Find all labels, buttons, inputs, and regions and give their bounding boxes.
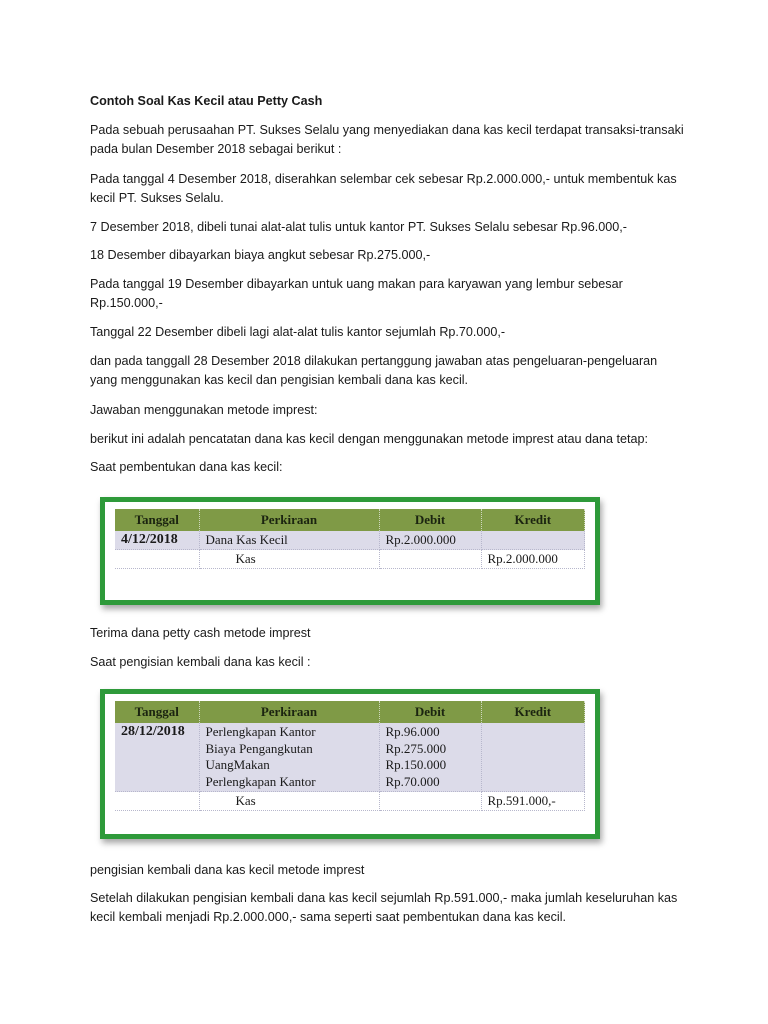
refill-label: Saat pengisian kembali dana kas kecil :: [90, 655, 311, 669]
answer-heading: Jawaban menggunakan metode imprest:: [90, 403, 318, 417]
credit-amount-empty: [481, 531, 585, 550]
debit-account: Dana Kas Kecil: [199, 531, 379, 550]
entry-date-empty: [115, 792, 199, 811]
formation-journal-table-frame: [100, 497, 600, 605]
debit-account: Biaya Pengangkutan: [205, 740, 313, 756]
closing-line-1: Setelah dilakukan pengisian kembali dana kas kecil sejumlah Rp.591.000,- maka jumlah keseluruhan kas: [90, 891, 678, 905]
debit-amount-empty: [379, 792, 481, 811]
caption-formation: Terima dana petty cash metode imprest: [90, 626, 311, 640]
debit-amount: Rp.70.000: [385, 773, 440, 789]
answer-intro: berikut ini adalah pencatatan dana kas kecil dengan menggunakan metode imprest atau dana tetap:: [90, 432, 649, 446]
debit-account: Perlengkapan Kantor: [205, 724, 316, 739]
debit-account: Perlengkapan Kantor: [205, 773, 316, 789]
table-row: [115, 723, 585, 792]
transaction-5-paragraph: Tanggal 22 Desember dibeli lagi alat-alat tulis kantor sejumlah Rp.70.000,-: [90, 325, 506, 339]
credit-account-cell: [199, 550, 379, 569]
entry-date: 4/12/2018: [115, 531, 199, 550]
credit-account-cell: [199, 792, 379, 811]
entry-date-empty: [115, 550, 199, 569]
closing-line-2: kecil kembali menjadi Rp.2.000.000,- sama seperti saat pembentukan dana kas kecil.: [90, 910, 567, 924]
debit-amount: Rp.96.000: [385, 724, 440, 739]
intro-paragraph: [90, 121, 690, 159]
credit-amount: Rp.2.000.000: [481, 550, 585, 569]
transaction-4-line-1: Pada tanggal 19 Desember dibayarkan untuk uang makan para karyawan yang lembur sebesar: [90, 277, 623, 291]
transaction-1-paragraph: [90, 170, 690, 208]
debit-amount-empty: [379, 550, 481, 569]
credit-amount-empty: [481, 723, 585, 792]
table-header-row: [115, 701, 585, 723]
table-row: [115, 531, 585, 550]
credit-account: Kas: [235, 551, 256, 566]
header-account: Perkiraan: [199, 509, 379, 531]
transaction-6-paragraph: [90, 352, 690, 390]
refill-journal-table: [115, 701, 585, 811]
transaction-4-line-2: Rp.150.000,-: [90, 296, 163, 310]
formation-journal-table: [115, 509, 585, 569]
debit-amount: Rp.275.000: [385, 740, 447, 756]
header-credit: Kredit: [481, 701, 585, 723]
caption-refill: pengisian kembali dana kas kecil metode imprest: [90, 863, 365, 877]
intro-line-1: Pada sebuah perusaahan PT. Sukses Selalu yang menyediakan dana kas kecil terdapat transaksi-transaki: [90, 123, 684, 137]
formation-label: Saat pembentukan dana kas kecil:: [90, 460, 283, 474]
debit-amount: Rp.2.000.000: [379, 531, 481, 550]
document-title: Contoh Soal Kas Kecil atau Petty Cash: [90, 94, 323, 108]
transaction-6-line-1: dan pada tanggall 28 Desember 2018 dilakukan pertanggung jawaban atas pengeluaran-pengeluaran: [90, 354, 658, 368]
transaction-3-paragraph: 18 Desember dibayarkan biaya angkut sebesar Rp.275.000,-: [90, 248, 431, 262]
closing-paragraph: [90, 889, 690, 927]
transaction-4-paragraph: [90, 275, 690, 313]
credit-account: Kas: [235, 793, 256, 808]
table-row: [115, 550, 585, 569]
credit-amount: Rp.591.000,-: [481, 792, 585, 811]
transaction-1-line-1: Pada tanggal 4 Desember 2018, diserahkan selembar cek sebesar Rp.2.000.000,- untuk membentuk kas: [90, 172, 677, 186]
debit-amount: Rp.150.000: [385, 757, 447, 772]
header-debit: Debit: [379, 701, 481, 723]
entry-date: 28/12/2018: [115, 723, 199, 792]
transaction-6-line-2: yang menggunakan kas kecil dan pengisian kembali dana kas kecil.: [90, 373, 469, 387]
header-date: Tanggal: [115, 701, 199, 723]
table-header-row: [115, 509, 585, 531]
header-date: Tanggal: [115, 509, 199, 531]
debit-accounts-cell: [199, 723, 379, 792]
header-debit: Debit: [379, 509, 481, 531]
refill-journal-table-frame: [100, 689, 600, 839]
transaction-2-paragraph: 7 Desember 2018, dibeli tunai alat-alat tulis untuk kantor PT. Sukses Selalu sebesar Rp.96.000,-: [90, 220, 627, 234]
transaction-1-line-2: kecil PT. Sukses Selalu.: [90, 191, 224, 205]
debit-amounts-cell: [379, 723, 481, 792]
header-account: Perkiraan: [199, 701, 379, 723]
header-credit: Kredit: [481, 509, 585, 531]
table-row: [115, 792, 585, 811]
intro-line-2: pada bulan Desember 2018 sebagai berikut :: [90, 142, 342, 156]
debit-account: UangMakan: [205, 757, 270, 772]
